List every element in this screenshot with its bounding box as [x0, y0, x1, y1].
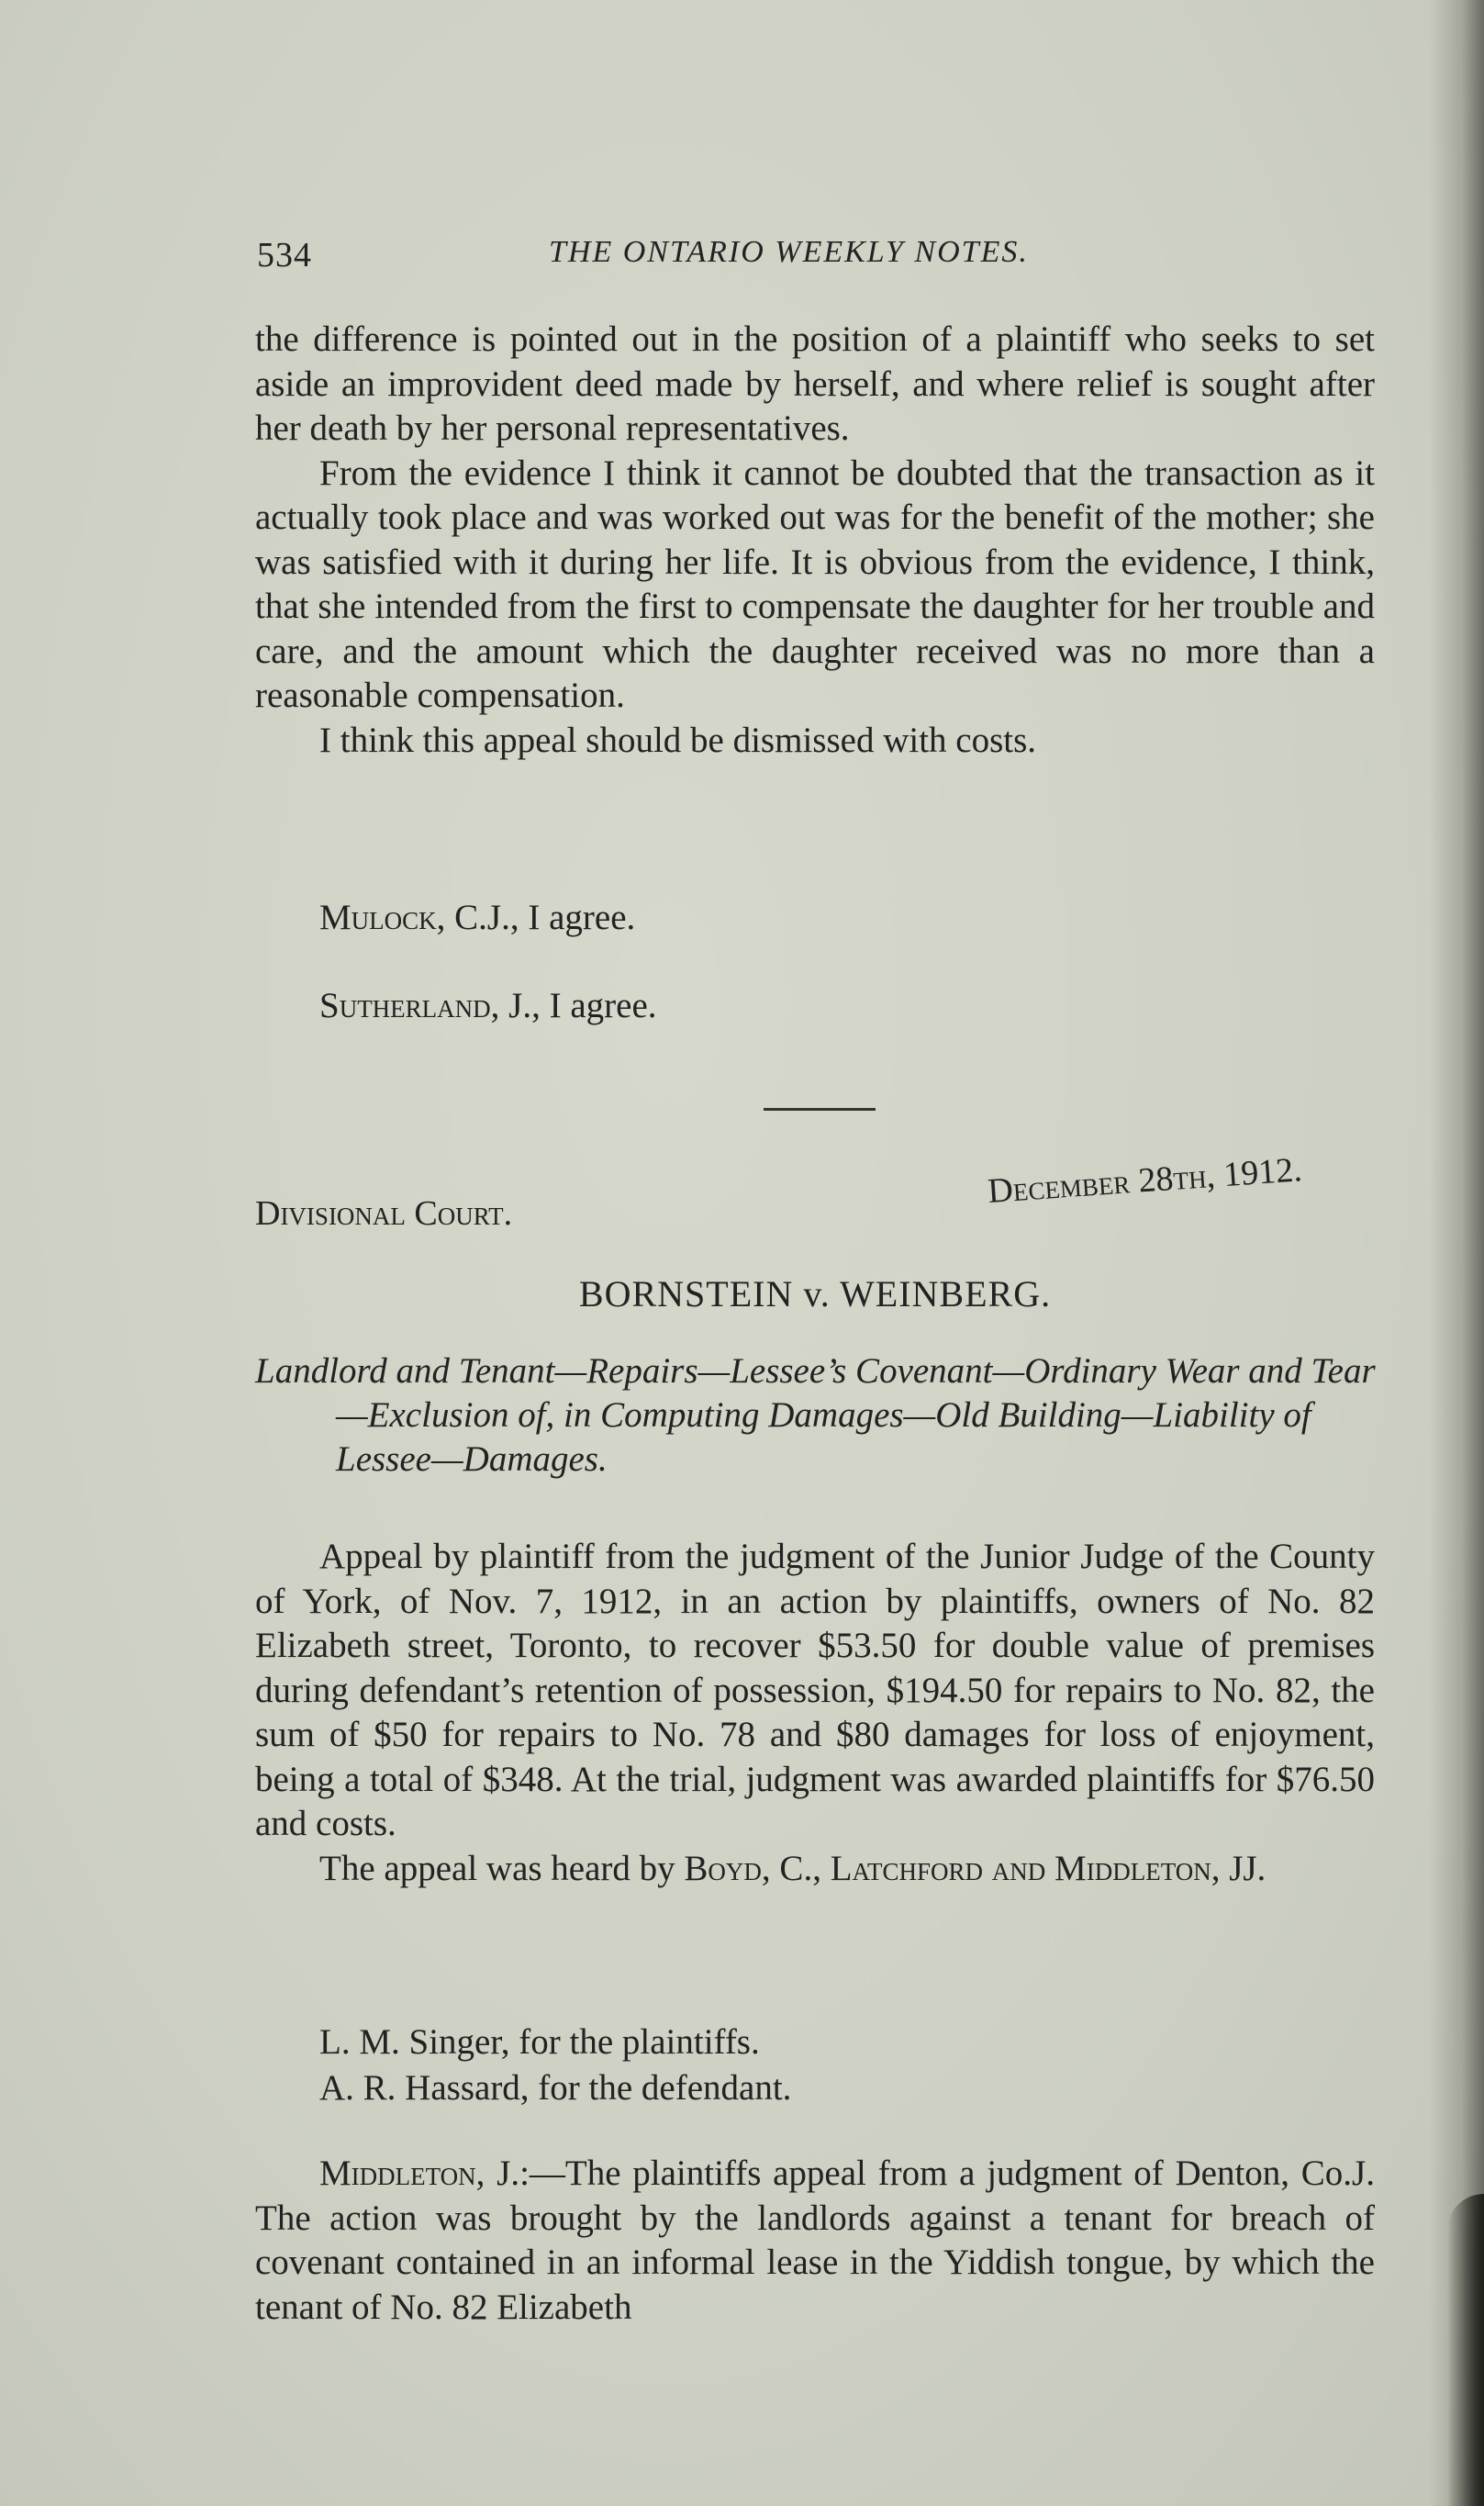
judgment-body: :—The plaintiffs appeal from a judgment of Denton, Co.J. The action was brought by the landlords against a tenant for breach of covenant contained in an informal lease in the Yiddish tongue, by which the tenant of No. 82 Elizabeth	[255, 2154, 1375, 2327]
heard-judges: Boyd, C., Latchford and Middleton, JJ.	[684, 1848, 1266, 1888]
paragraph: the difference is pointed out in the position of a plaintiff who seeks to set aside an improvident deed made by herself, and where relief is sought after her death by her personal representatives.	[255, 319, 1375, 448]
running-header	[257, 235, 1377, 290]
hearing-paragraph	[255, 1847, 1375, 1892]
judge-name: Sutherland, J.,	[319, 986, 541, 1025]
section-divider	[764, 1108, 876, 1111]
concurrence-text: I agree.	[519, 898, 636, 937]
previous-case-text	[255, 318, 1375, 763]
page-number: 534	[257, 236, 312, 274]
running-title: THE ONTARIO WEEKLY NOTES.	[549, 235, 1029, 269]
counsel-list	[319, 2019, 791, 2111]
concurrence-text: I agree.	[540, 986, 657, 1025]
page-edge-shadow	[1429, 0, 1484, 2506]
case-statement	[255, 1535, 1375, 1891]
heard-prefix: The appeal was heard by	[319, 1848, 685, 1888]
headnote-text: Landlord and Tenant—Repairs—Lessee’s Covenant—Ordinary Wear and Tear—Exclusion of, in Computing Damages—Old Building—Liability of Lessee—Damages.	[255, 1351, 1376, 1479]
judge-name: Mulock, C.J.,	[319, 898, 519, 937]
decision-date: December 28th, 1912.	[987, 1150, 1304, 1212]
case-title: BORNSTEIN v. WEINBERG.	[578, 1273, 1052, 1315]
statement-paragraph: Appeal by plaintiff from the judgment of the Junior Judge of the County of York, of Nov. 7, 1912, in an action by plaintiffs, owners of No. 82 Elizabeth street, Toronto, to recover $53.50 for double value of premises during defendant’s retention of possession, $194.50 for repairs to No. 82, the sum of $50 for repairs to No. 78 and $80 damages for loss of enjoyment, being a total of $348. At the trial, judgment was awarded plaintiffs for $76.50 and costs.	[255, 1537, 1375, 1843]
page-corner-shadow	[1447, 2194, 1484, 2506]
judgment-judge: Middleton, J.	[319, 2154, 520, 2193]
counsel-line: L. M. Singer, for the plaintiffs.	[319, 2022, 760, 2062]
headnote	[255, 1349, 1402, 1482]
paragraph: From the evidence I think it cannot be doubted that the transaction as it actually took place and was worked out was for the benefit of the mother; she was satisfied with it during her life. It is obvious from the evidence, I think, that she intended from the first to compensate the daughter for her trouble and care, and the amount which the daughter received was no more than a reasonable compensation.	[255, 453, 1375, 715]
court-name: Divisional Court.	[255, 1194, 513, 1233]
judgment-text	[255, 2152, 1375, 2330]
counsel-line: A. R. Hassard, for the defendant.	[319, 2068, 792, 2108]
concurrence-1	[255, 896, 1375, 941]
paragraph: I think this appeal should be dismissed with costs.	[319, 720, 1037, 760]
concurrence-2	[255, 984, 1375, 1029]
